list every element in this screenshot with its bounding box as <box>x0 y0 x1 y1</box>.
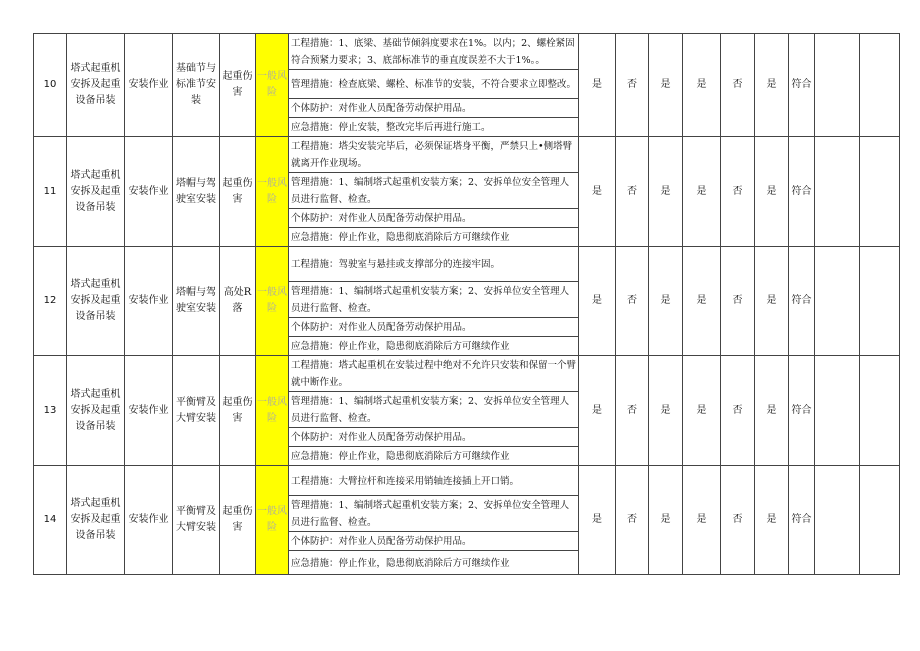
row-number: 14 <box>34 466 67 575</box>
work-step: 平衡臂及大臂安装 <box>173 356 220 466</box>
evaluation-result: 符合 <box>789 247 815 356</box>
work-step: 基础节与标准节安装 <box>173 34 220 137</box>
check-5: 否 <box>721 356 755 466</box>
emergency-measure: 应急措施：停止安装，整改完毕后再进行施工。 <box>289 118 579 137</box>
hazard-type: 起重伤害 <box>220 34 256 137</box>
hazard-type: 起重伤害 <box>220 356 256 466</box>
hazard-type: 高处R落 <box>220 247 256 356</box>
check-2: 否 <box>616 137 649 247</box>
ppe-measure: 个体防护：对作业人员配备劳动保护用品。 <box>289 532 579 551</box>
work-item: 塔式起重机安拆及起重设备吊装 <box>67 356 125 466</box>
check-3: 是 <box>649 247 683 356</box>
work-item: 塔式起重机安拆及起重设备吊装 <box>67 466 125 575</box>
table-row <box>34 137 900 173</box>
work-item: 塔式起重机安拆及起重设备吊装 <box>67 137 125 247</box>
management-measure: 管理措施：检查底梁、螺栓、标准节的安装，不符合要求立即整改。 <box>289 70 579 99</box>
work-activity: 安装作业 <box>125 466 173 575</box>
check-3: 是 <box>649 356 683 466</box>
check-5: 否 <box>721 466 755 575</box>
ppe-measure: 个体防护：对作业人员配备劳动保护用品。 <box>289 428 579 447</box>
check-3: 是 <box>649 137 683 247</box>
evaluation-result: 符合 <box>789 34 815 137</box>
emergency-measure: 应急措施：停止作业，隐患彻底消除后方可继续作业 <box>289 337 579 356</box>
work-item: 塔式起重机安拆及起重设备吊装 <box>67 247 125 356</box>
check-4: 是 <box>683 356 721 466</box>
engineering-measure: 工程措施：塔式起重机在安装过程中绝对不允许只安装和保留一个臂就中断作业。 <box>289 356 579 392</box>
check-2: 否 <box>616 466 649 575</box>
risk-level: 一般风险 <box>256 137 289 247</box>
check-1: 是 <box>579 137 616 247</box>
hazard-type: 起重伤害 <box>220 137 256 247</box>
ppe-measure: 个体防护：对作业人员配备劳动保护用品。 <box>289 99 579 118</box>
check-2: 否 <box>616 356 649 466</box>
check-1: 是 <box>579 34 616 137</box>
ppe-measure: 个体防护：对作业人员配备劳动保护用品。 <box>289 318 579 337</box>
evaluation-result: 符合 <box>789 356 815 466</box>
check-1: 是 <box>579 247 616 356</box>
check-6: 是 <box>755 34 789 137</box>
check-4: 是 <box>683 247 721 356</box>
check-6: 是 <box>755 356 789 466</box>
check-2: 否 <box>616 34 649 137</box>
engineering-measure: 工程措施：大臂拉杆和连接采用销轴连接插上开口销。 <box>289 466 579 496</box>
work-activity: 安装作业 <box>125 356 173 466</box>
check-6: 是 <box>755 466 789 575</box>
table-row <box>34 247 900 282</box>
table-row <box>34 466 900 496</box>
management-measure: 管理措施：1、编制塔式起重机安装方案；2、安拆单位安全管理人员进行监督、检查。 <box>289 282 579 318</box>
check-5: 否 <box>721 247 755 356</box>
work-step: 塔帽与驾驶室安装 <box>173 137 220 247</box>
blank-cell <box>860 34 900 137</box>
check-4: 是 <box>683 34 721 137</box>
row-number: 10 <box>34 34 67 137</box>
check-6: 是 <box>755 247 789 356</box>
emergency-measure: 应急措施：停止作业，隐患彻底消除后方可继续作业 <box>289 551 579 575</box>
engineering-measure: 工程措施：驾驶室与悬挂或支撑部分的连接牢固。 <box>289 247 579 282</box>
row-number: 11 <box>34 137 67 247</box>
work-item: 塔式起重机安拆及起重设备吊装 <box>67 34 125 137</box>
blank-cell <box>815 466 860 575</box>
ppe-measure: 个体防护：对作业人员配备劳动保护用品。 <box>289 209 579 228</box>
evaluation-result: 符合 <box>789 137 815 247</box>
blank-cell <box>815 137 860 247</box>
table-row <box>34 356 900 392</box>
row-number: 12 <box>34 247 67 356</box>
check-5: 否 <box>721 137 755 247</box>
emergency-measure: 应急措施：停止作业，隐患彻底消除后方可继续作业 <box>289 447 579 466</box>
work-activity: 安装作业 <box>125 34 173 137</box>
table-row <box>34 34 900 70</box>
blank-cell <box>860 247 900 356</box>
evaluation-result: 符合 <box>789 466 815 575</box>
check-4: 是 <box>683 466 721 575</box>
management-measure: 管理措施：1、编制塔式起重机安装方案；2、安拆单位安全管理人员进行监督、检查。 <box>289 173 579 209</box>
management-measure: 管理措施：1、编制塔式起重机安装方案；2、安拆单位安全管理人员进行监督、检查。 <box>289 496 579 532</box>
work-step: 塔帽与驾驶室安装 <box>173 247 220 356</box>
hazard-type: 起重伤害 <box>220 466 256 575</box>
check-1: 是 <box>579 466 616 575</box>
row-number: 13 <box>34 356 67 466</box>
blank-cell <box>860 356 900 466</box>
engineering-measure: 工程措施：塔尖安装完毕后，必须保证塔身平衡，严禁只上•侧塔臂就离开作业现场。 <box>289 137 579 173</box>
risk-level: 一般风险 <box>256 34 289 137</box>
emergency-measure: 应急措施：停止作业，隐患彻底消除后方可继续作业 <box>289 228 579 247</box>
blank-cell <box>815 247 860 356</box>
check-5: 否 <box>721 34 755 137</box>
engineering-measure: 工程措施：1、底梁、基础节倾斜度要求在1%。以内；2、螺栓紧固符合预紧力要求；3、底部标准节的垂直度误差不大于1%。。 <box>289 34 579 70</box>
blank-cell <box>815 356 860 466</box>
work-step: 平衡臂及大臂安装 <box>173 466 220 575</box>
risk-level: 一般风险 <box>256 466 289 575</box>
work-activity: 安装作业 <box>125 137 173 247</box>
work-activity: 安装作业 <box>125 247 173 356</box>
blank-cell <box>860 466 900 575</box>
check-6: 是 <box>755 137 789 247</box>
check-3: 是 <box>649 466 683 575</box>
check-3: 是 <box>649 34 683 137</box>
blank-cell <box>815 34 860 137</box>
risk-level: 一般风险 <box>256 247 289 356</box>
check-2: 否 <box>616 247 649 356</box>
risk-control-table <box>33 33 900 575</box>
risk-level: 一般风险 <box>256 356 289 466</box>
check-1: 是 <box>579 356 616 466</box>
blank-cell <box>860 137 900 247</box>
check-4: 是 <box>683 137 721 247</box>
management-measure: 管理措施：1、编制塔式起重机安装方案；2、安拆单位安全管理人员进行监督、检查。 <box>289 392 579 428</box>
